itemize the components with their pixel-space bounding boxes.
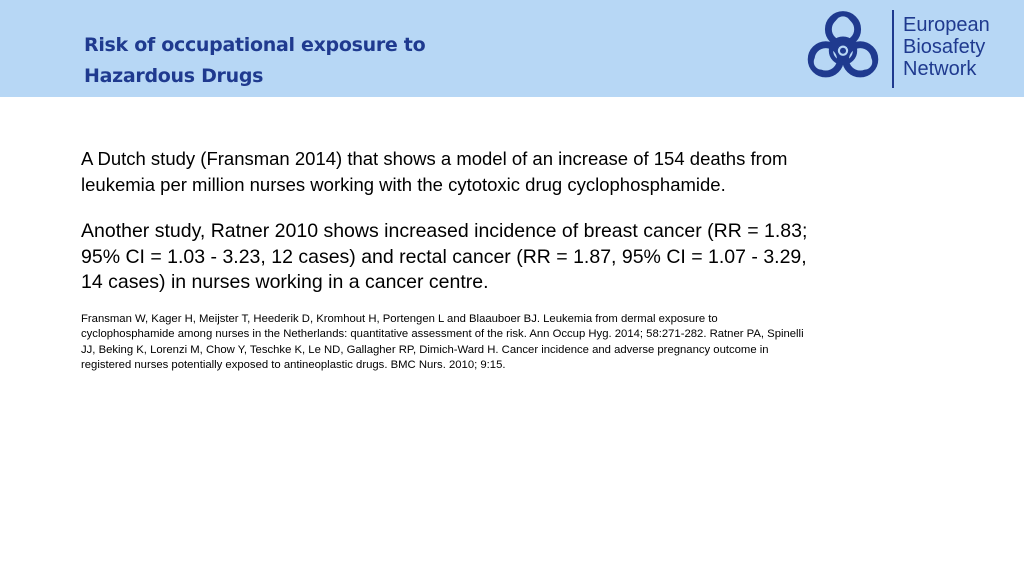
- paragraph-ratner: Another study, Ratner 2010 shows increased incidence of breast cancer (RR = 1.83; 95% CI = 1.03 - 3.23, 12 cases) and rectal cancer (RR = 1.87, 95% CI = 1.07 - 3.29, 14 cases) in nurses working in a cancer centre.: [81, 220, 808, 293]
- slide-title-line-1: Risk of occupational exposure to: [84, 34, 426, 56]
- logo-line-1: European: [903, 14, 990, 36]
- header-bar: [0, 0, 1024, 97]
- logo-line-2: Biosafety: [903, 36, 986, 58]
- paragraph-fransman: A Dutch study (Fransman 2014) that shows a model of an increase of 154 deaths from leukemia per million nurses working with the cytotoxic drug cyclophosphamide.: [81, 148, 788, 195]
- biohazard-icon: [800, 6, 886, 92]
- slide-title-line-2: Hazardous Drugs: [84, 65, 264, 87]
- slide-title: [84, 30, 504, 92]
- logo-text: [903, 14, 990, 80]
- ebn-logo: [800, 6, 1020, 92]
- logo-divider: [892, 10, 894, 88]
- slide-body: [81, 146, 821, 374]
- references: Fransman W, Kager H, Meijster T, Heederik D, Kromhout H, Portengen L and Blaauboer BJ. Leukemia from dermal exposure to cyclophosphamide among nurses in the Netherlands: quantitative assessment of the risk. Ann Occup Hyg. 2014; 58:271-282. Ratner PA, Spinelli JJ, Beking K, Lorenzi M, Chow Y, Teschke K, Le ND, Gallagher RP, Dimich-Ward H. Cancer incidence and adverse pregnancy outcome in registered nurses potentially exposed to antineoplastic drugs. BMC Nurs. 2010; 9:15.: [81, 312, 804, 371]
- logo-line-3: Network: [903, 58, 977, 80]
